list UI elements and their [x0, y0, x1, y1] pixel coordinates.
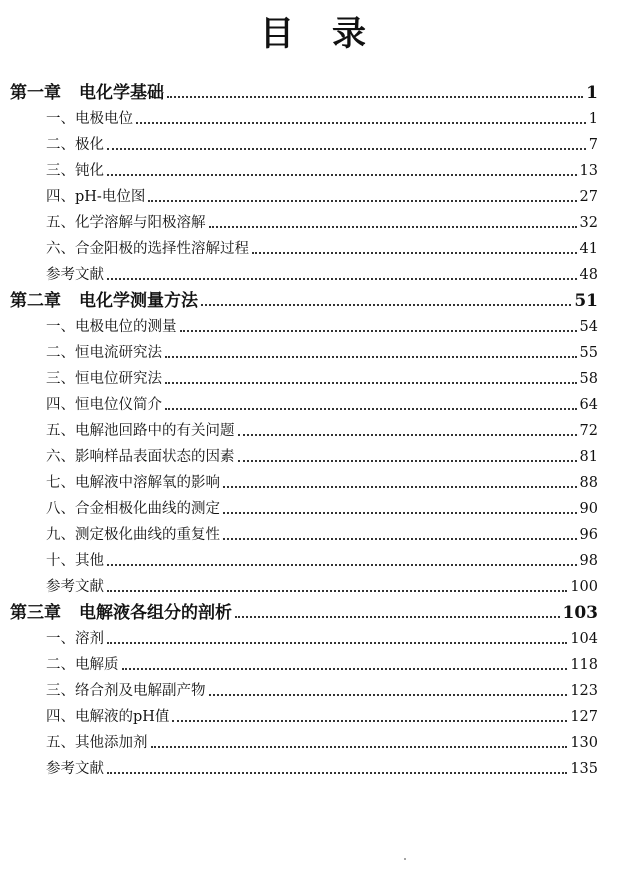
dot-leader [180, 330, 577, 332]
dot-leader [209, 226, 577, 228]
section-page-number: 88 [579, 475, 598, 491]
section-page-number: 27 [579, 189, 598, 205]
dot-leader [151, 746, 568, 748]
toc-section-entry[interactable] [46, 652, 598, 678]
toc-section-entry[interactable] [46, 730, 598, 756]
section-page-number: 64 [579, 397, 598, 413]
section-title: 一、电极电位的测量 [46, 319, 177, 335]
toc-section-entry[interactable] [46, 236, 598, 262]
toc-section-entry[interactable] [46, 444, 598, 470]
section-page-number: 1 [588, 111, 598, 127]
section-title: 五、电解池回路中的有关问题 [46, 423, 235, 439]
dot-leader [238, 434, 577, 436]
chapter-number: 第一章 [10, 83, 61, 103]
toc-section-entry[interactable] [46, 548, 598, 574]
toc-section-entry[interactable] [46, 106, 598, 132]
section-title: 参考文献 [46, 579, 104, 595]
toc-section-entry[interactable] [46, 574, 598, 600]
section-page-number: 130 [570, 735, 598, 751]
toc-section-entry[interactable] [46, 340, 598, 366]
section-page-number: 96 [579, 527, 598, 543]
dot-leader [238, 460, 577, 462]
section-title: 二、电解质 [46, 657, 119, 673]
chapter-heading [10, 600, 232, 626]
section-title: 五、化学溶解与阳极溶解 [46, 215, 206, 231]
section-title: 二、恒电流研究法 [46, 345, 162, 361]
chapter-heading [10, 288, 198, 314]
toc-section-entry[interactable] [46, 496, 598, 522]
section-page-number: 98 [579, 553, 598, 569]
dot-leader [209, 694, 568, 696]
page-title: 目录 [260, 14, 404, 54]
toc-section-entry[interactable] [46, 314, 598, 340]
section-page-number: 100 [570, 579, 598, 595]
chapter-title: 电解液各组分的剖析 [79, 603, 232, 623]
toc-section-entry[interactable] [46, 418, 598, 444]
section-page-number: 54 [579, 319, 598, 335]
dot-leader [223, 512, 577, 514]
chapter-number: 第二章 [10, 291, 61, 311]
chapter-page-number: 103 [562, 603, 598, 623]
toc-section-entry[interactable] [46, 158, 598, 184]
toc-section-entry[interactable] [46, 678, 598, 704]
dot-leader [165, 382, 577, 384]
chapter-heading [10, 80, 164, 106]
section-title: 三、络合剂及电解副产物 [46, 683, 206, 699]
section-title: 八、合金相极化曲线的测定 [46, 501, 220, 517]
toc-section-entry[interactable] [46, 210, 598, 236]
dot-leader [252, 252, 577, 254]
section-title: 参考文献 [46, 267, 104, 283]
toc-section-entry[interactable] [46, 184, 598, 210]
section-page-number: 123 [570, 683, 598, 699]
section-page-number: 81 [579, 449, 598, 465]
toc-section-entry[interactable] [46, 366, 598, 392]
dot-leader [136, 122, 586, 124]
section-title: 五、其他添加剂 [46, 735, 148, 751]
section-title: 六、合金阳极的选择性溶解过程 [46, 241, 249, 257]
dot-leader [122, 668, 568, 670]
toc-chapter-entry[interactable] [10, 80, 598, 106]
section-title: 二、极化 [46, 137, 104, 153]
toc-chapter-entry[interactable] [10, 288, 598, 314]
section-title: 一、溶剂 [46, 631, 104, 647]
section-page-number: 127 [570, 709, 598, 725]
toc-section-entry[interactable] [46, 522, 598, 548]
section-page-number: 118 [570, 657, 598, 673]
dot-leader [107, 278, 577, 280]
section-page-number: 55 [579, 345, 598, 361]
section-title: 四、pH-电位图 [46, 189, 146, 205]
dot-leader [201, 304, 571, 306]
dot-leader [172, 720, 567, 722]
section-title: 三、恒电位研究法 [46, 371, 162, 387]
dot-leader [107, 564, 577, 566]
toc-section-entry[interactable] [46, 262, 598, 288]
section-page-number: 48 [579, 267, 598, 283]
section-title: 一、电极电位 [46, 111, 133, 127]
section-title: 四、电解液的pH值 [46, 709, 170, 725]
dot-leader [148, 200, 576, 202]
scan-speck [404, 858, 406, 860]
chapter-number: 第三章 [10, 603, 61, 623]
toc-chapter-entry[interactable] [10, 600, 598, 626]
dot-leader [165, 408, 577, 410]
section-page-number: 72 [579, 423, 598, 439]
dot-leader [167, 96, 583, 98]
section-title: 三、钝化 [46, 163, 104, 179]
toc-section-entry[interactable] [46, 704, 598, 730]
dot-leader [107, 590, 567, 592]
section-title: 参考文献 [46, 761, 104, 777]
section-page-number: 7 [588, 137, 598, 153]
section-title: 六、影响样品表面状态的因素 [46, 449, 235, 465]
section-page-number: 41 [579, 241, 598, 257]
section-title: 九、测定极化曲线的重复性 [46, 527, 220, 543]
section-page-number: 104 [570, 631, 598, 647]
dot-leader [165, 356, 577, 358]
toc-section-entry[interactable] [46, 392, 598, 418]
toc-section-entry[interactable] [46, 756, 598, 782]
chapter-page-number: 51 [574, 291, 598, 311]
toc-section-entry[interactable] [46, 626, 598, 652]
section-page-number: 135 [570, 761, 598, 777]
toc-section-entry[interactable] [46, 132, 598, 158]
section-page-number: 13 [579, 163, 598, 179]
dot-leader [107, 148, 586, 150]
toc-section-entry[interactable] [46, 470, 598, 496]
chapter-title: 电化学基础 [79, 83, 164, 103]
chapter-page-number: 1 [586, 83, 598, 103]
dot-leader [107, 772, 567, 774]
section-page-number: 58 [579, 371, 598, 387]
section-title: 十、其他 [46, 553, 104, 569]
dot-leader [223, 486, 577, 488]
section-title: 四、恒电位仪简介 [46, 397, 162, 413]
dot-leader [107, 174, 577, 176]
section-page-number: 90 [579, 501, 598, 517]
section-title: 七、电解液中溶解氧的影响 [46, 475, 220, 491]
dot-leader [107, 642, 567, 644]
dot-leader [235, 616, 560, 618]
chapter-title: 电化学测量方法 [79, 291, 198, 311]
section-page-number: 32 [579, 215, 598, 231]
dot-leader [223, 538, 577, 540]
